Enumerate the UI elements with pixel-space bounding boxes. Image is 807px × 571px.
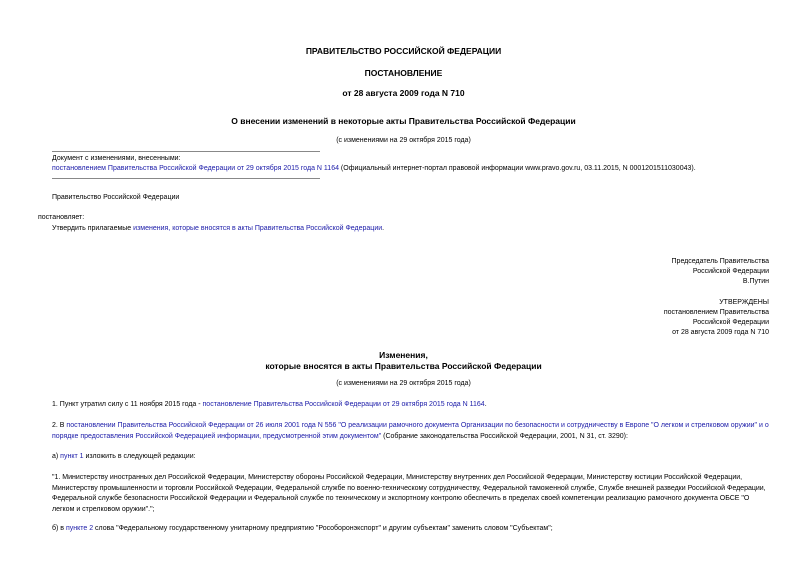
revision-note: (с изменениями на 29 октября 2015 года) — [336, 137, 471, 144]
approve-line: Утвердить прилагаемые изменения, которые вносятся в акты Правительства Российской Федерации. — [52, 225, 385, 232]
approved-block: УТВЕРЖДЕНЫ постановлением Правительства Российской Федерации от 28 августа 2009 года N 710 — [663, 299, 769, 336]
changes-note-link[interactable]: постановлением Правительства Российской Федерации от 29 октября 2015 года N 1164 — [52, 165, 339, 172]
changes-note-rest: (Официальный интернет-портал правовой информации www.pravo.gov.ru, 03.11.2015, N 0001201511030043). — [338, 165, 696, 172]
divider-bottom — [52, 178, 320, 179]
government-line: Правительство Российской Федерации — [52, 194, 180, 201]
subparagraph-a: а) пункт 1 изложить в следующей редакции: — [52, 453, 196, 460]
document-type: ПОСТАНОВЛЕНИЕ — [364, 68, 443, 78]
subparagraph-b-link[interactable]: пункте 2 — [65, 525, 94, 532]
changes-revision-note: (с изменениями на 29 октября 2015 года) — [336, 380, 471, 387]
document-title: О внесении изменений в некоторые акты Правительства Российской Федерации — [231, 116, 576, 126]
changes-title-2: которые вносятся в акты Правительства Российской Федерации — [265, 361, 542, 371]
paragraph-1-link[interactable]: постановление Правительства Российской Федерации от 29 октября 2015 года N 1164 — [202, 401, 485, 408]
paragraph-2: 2. В постановлении Правительства Российской Федерации от 26 июля 2001 года N 556 "О реализации рамочного документа Организации по безопасности и сотрудничеству в Европе "О легком и стрелковом оружии" и о порядке предоставления Российской Федерацией информации, предусмотренной этим документом" (Собрание законодательства Российской Федерации, 2001, N 31, ст. 3290): — [52, 422, 769, 440]
changes-note-line — [52, 165, 696, 172]
paragraph-2-link[interactable]: постановлении Правительства Российской Федерации от 26 июля 2001 года N 556 "О реализации рамочного документа Организации по безопасности и сотрудничеству в Европе "О легком и стрелковом оружии" и о порядке предоставления Российской Федерацией информации, предусмотренной этим документом" — [52, 422, 769, 440]
quote-paragraph: "1. Министерству иностранных дел Российской Федерации, Министерству обороны Российской Федерации, Министерству внутренних дел Российской Федерации, Министерству юстиции Российской Федерации, Министерству промышленности и торговли Российской Федерации, Федеральной службе по военно-техническому сотрудничеству, Федеральной таможенной службе, Службе внешней разведки Российской Федерации, Федеральной службе безопасности Российской Федерации и Федеральной службе по техническому и экспортному контролю обеспечить в пределах своей компетенции реализацию рамочного документа ОБСЕ "О легком и стрелковом оружии"."; — [52, 474, 766, 513]
changes-note-label: Документ с изменениями, внесенными: — [52, 155, 181, 162]
signature-block: Председатель Правительства Российской Федерации В.Путин — [671, 258, 769, 285]
decides-line: постановляет: — [38, 214, 85, 221]
document-date: от 28 августа 2009 года N 710 — [342, 88, 465, 98]
government-heading: ПРАВИТЕЛЬСТВО РОССИЙСКОЙ ФЕДЕРАЦИИ — [305, 46, 502, 56]
subparagraph-b: б) в пункте 2 слова "Федеральному государственному унитарному предприятию "Рособоронэкспорт" и другим субъектам" заменить словом "Субъектам"; — [52, 525, 553, 532]
changes-title-1: Изменения, — [379, 350, 428, 360]
subparagraph-a-link[interactable]: пункт 1 — [60, 453, 84, 460]
approve-link[interactable]: изменения, которые вносятся в акты Правительства Российской Федерации — [133, 225, 383, 232]
divider-top — [52, 151, 320, 152]
paragraph-1: 1. Пункт утратил силу с 11 ноября 2015 года - постановление Правительства Российской Федерации от 29 октября 2015 года N 1164. — [52, 401, 487, 408]
